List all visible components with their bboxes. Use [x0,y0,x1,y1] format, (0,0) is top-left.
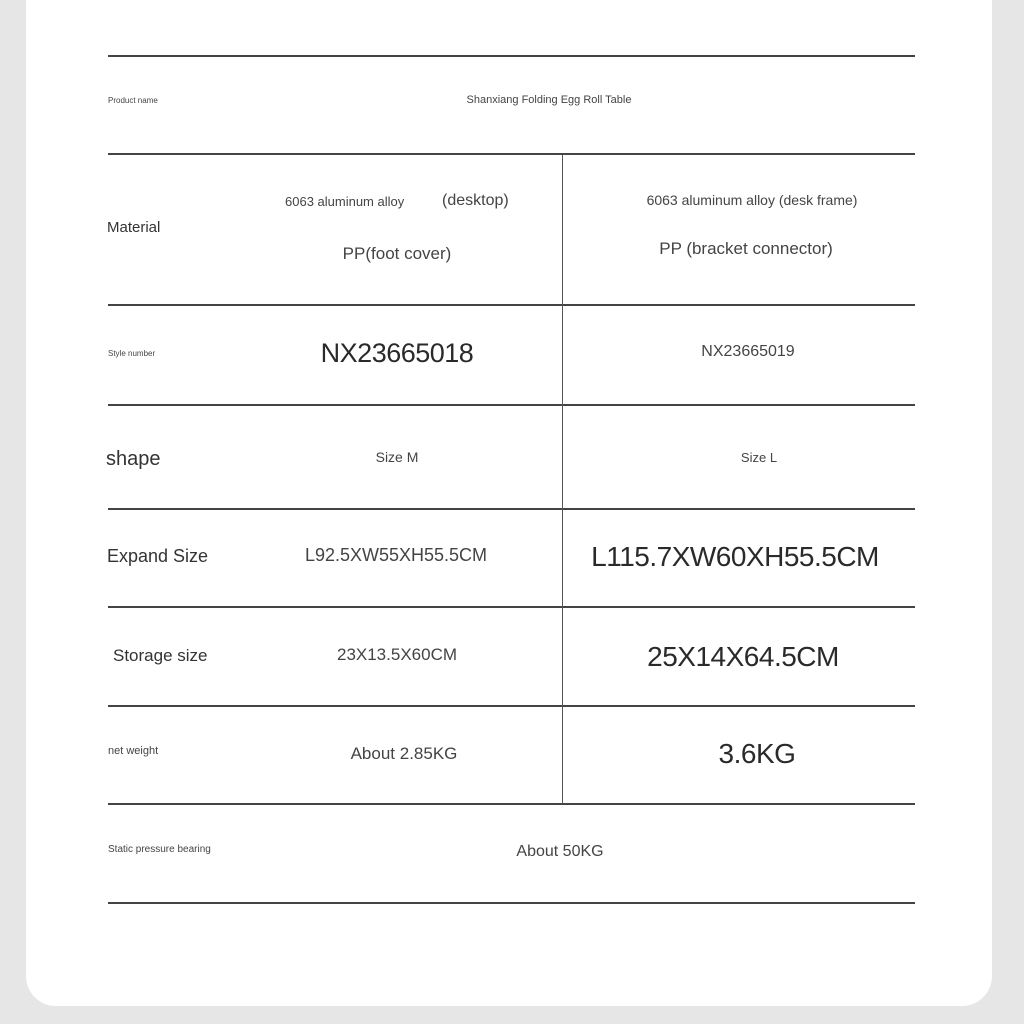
shape-label: shape [106,448,161,470]
net-weight-col2: 3.6KG [718,738,796,769]
column-divider [562,155,563,804]
storage-size-label: Storage size [113,646,208,665]
material-col1-line1a: 6063 aluminum alloy [285,194,405,209]
static-pressure-value: About 50KG [516,843,604,860]
product-name-value: Shanxiang Folding Egg Roll Table [466,94,632,106]
storage-size-col2: 25X14X64.5CM [647,641,839,672]
table-rule [108,404,915,406]
table-rule [108,606,915,608]
product-name-label: Product name [108,96,158,105]
shape-col1: Size M [375,449,419,465]
net-weight-label: net weight [108,745,159,757]
storage-size-col1: 23X13.5X60CM [336,645,458,664]
table-rule [108,705,915,707]
expand-size-col1: L92.5XW55XH55.5CM [304,545,488,565]
static-pressure-label: Static pressure bearing [108,844,211,855]
expand-size-col2: L115.7XW60XH55.5CM [591,541,879,572]
style-number-label: Style number [108,349,156,358]
net-weight-col1: About 2.85KG [350,744,458,763]
table-rule [108,55,915,57]
material-col2-line2: PP (bracket connector) [659,239,833,258]
table-rule [108,304,915,306]
style-number-col1: NX23665018 [320,338,474,368]
shape-col2: Size L [740,450,778,465]
material-col1-line2: PP(foot cover) [342,244,452,263]
style-number-col2: NX23665019 [701,343,795,360]
table-rule [108,803,915,805]
table-rule [108,508,915,510]
expand-size-label: Expand Size [107,546,209,566]
spec-card [26,0,992,1006]
table-rule [108,153,915,155]
material-col1-line1b: (desktop) [442,192,509,209]
table-rule [108,902,915,904]
material-label: Material [107,219,161,236]
material-col2-line1: 6063 aluminum alloy (desk frame) [646,192,858,208]
